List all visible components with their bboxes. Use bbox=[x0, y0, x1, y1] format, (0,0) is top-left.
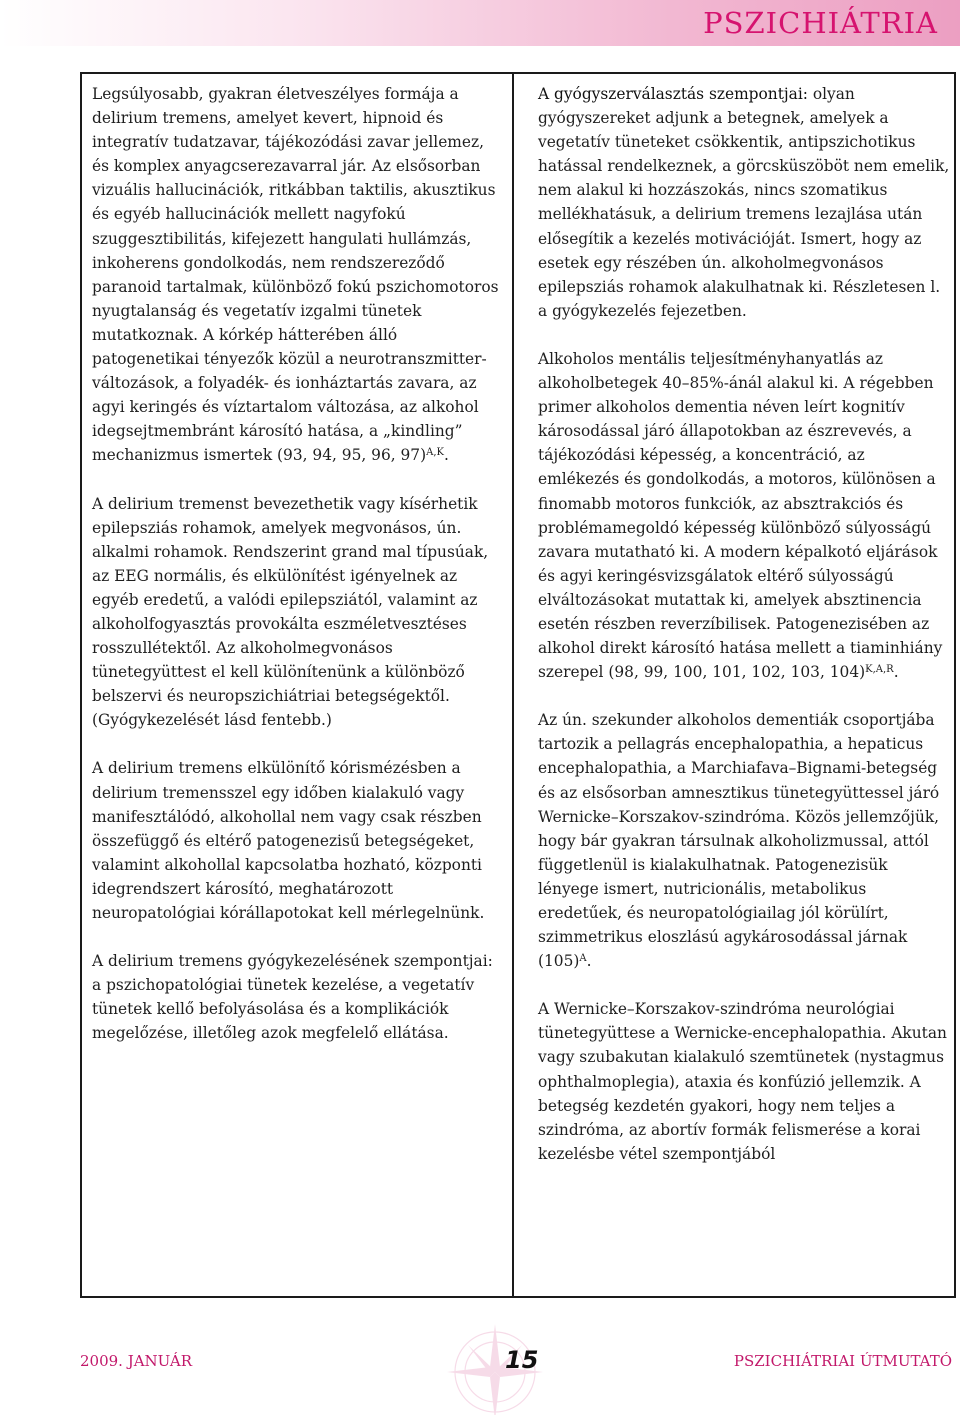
right-paragraph-4: A Wernicke–Korszakov-szindróma neurológiai tünetegyüttese a Wernicke-encephalopathia. Akutan vagy szubakutan kialakuló szemtünetek (nystagmus ophthalmoplegia), ataxia és konfúzió jellemzik. A betegség kezdetén gyakori, hogy nem teljes a szindróma, az abortív formák felismerése a korai kezelésbe vétel szempontjából bbox=[538, 1000, 947, 1163]
paragraph-end: . bbox=[586, 952, 592, 971]
section-title: PSZICHIÁTRIA bbox=[703, 6, 938, 40]
paragraph-end: . bbox=[893, 663, 899, 682]
reference-superscript: K,A,R bbox=[865, 664, 894, 676]
left-paragraph-4: A delirium tremens gyógykezelésének szempontjai: a pszichopatológiai tünetek kezelése, a vegetatív tünetek kellő befolyásolása és a komplikációk megelőzése, illetőleg azok megfelelő ellátása. bbox=[92, 952, 493, 1043]
left-paragraph-3: A delirium tremens elkülönítő kórismézésben a delirium tremensszel egy időben kialakuló vagy manifesztálódó, alkohollal nem vagy csak részben összefüggő és eltérő patogenezisű betegségeket, valamint alkohollal kapcsolatba hozható, központi idegrendszert károsító, meghatározott neuropatológiai kórállapotokat kell mérlegelnünk. bbox=[92, 759, 485, 922]
paragraph-text: olyan gyógyszereket adjunk a betegnek, amelyek a vegetatív tüneteket csökkentik, antipszichotikus hatással rendelkeznek, a görcsküszöböt nem emelik, nem alakul ki hozzászokás, nincs szomatikus mellékhatásuk, a delirium tremens lezajlása után elősegítik a kezelés motivációját. Ismert, hogy az esetek egy részében ún. alkoholmegvonásos epilepsziás rohamok alakulhatnak ki. Részletesen l. a gyógykezelés fejezetben. bbox=[538, 85, 950, 320]
paragraph-text: Legsúlyosabb, gyakran életveszélyes formája a delirium tremens, amelyet kevert, hipnoid és integratív tudatzavar, tájékozódási zavar jellemez, és komplex anyagcserezavarral jár. Az elsősorban vizuális hallucinációk, ritkábban taktilis, akusztikus és egyéb hallucinációk mellett nagyfokú szuggesztibilitás, kifejezett hangulati hullámzás, inkoherens gondolkodás, nem rendszereződő paranoid tartalmak, különböző fokú pszichomotoros nyugtalanság és vegetatív izgalmi tünetek mutatkoznak. A kórkép hátterében álló patogenetikai tényezők közül a neurotranszmitter-változások, a folyadék- és ionháztartás zavara, az agyi keringés és víztartalom változása, az alkohol idegsejtmembránt károsító hatása, a „kindling” mechanizmus ismertek (93, 94, 95, 96, 97) bbox=[92, 85, 499, 465]
paragraph-text: Az ún. szekunder alkoholos dementiák csoportjába tartozik a pellagrás encephalopathia, a hepaticus encephalopathia, a Marchiafava–Bignami-betegség és az elsősorban amnesztikus tünetegyüttessel járó Wernicke–Korszakov-szindróma. Közös jellemzőjük, hogy bár gyakran társulnak alkoholizmussal, attól függetlenül is kialakulhatnak. Patogenezisük lényege ismert, nutricionális, metabolikus eredetűek, és neuropatológiailag jól körülírt, szimmetrikus eloszlású agykárosodással járnak (105) bbox=[538, 711, 940, 971]
footer-date: 2009. JANUÁR bbox=[80, 1352, 192, 1370]
right-paragraph-1 bbox=[538, 82, 950, 323]
left-column bbox=[92, 82, 504, 1045]
page-number: 15 bbox=[505, 1346, 539, 1374]
reference-superscript: A,K bbox=[426, 447, 444, 459]
footer-journal: PSZICHIÁTRIAI ÚTMUTATÓ bbox=[733, 1352, 952, 1370]
compass-rose-icon bbox=[430, 1310, 560, 1415]
reference-superscript: A bbox=[579, 953, 587, 965]
paragraph-end: . bbox=[443, 446, 449, 465]
right-paragraph-2 bbox=[538, 347, 950, 684]
paragraph-text: Alkoholos mentális teljesítményhanyatlás az alkoholbetegek 40–85%-ánál alakul ki. A régebben primer alkoholos dementia néven leírt kognitív károsodással járó állapotokban az észrevevés, a tájékozódási képesség, a koncentráció, az emlékezés és gondolkodás, a motoros, különösen a finomabb motoros funkciók, az absztrakciós és problémamegoldó képesség különböző súlyosságú zavara mutatható ki. A modern képalkotó eljárások és agyi keringésvizsgálatok eltérő súlyosságú elváltozásokat mutattak ki, amelyek absztinencia esetén részben reverzíbilisek. Patogenezisében az alkohol direkt károsító hatása mellett a tiaminhiány szerepel (98, 99, 100, 101, 102, 103, 104) bbox=[538, 349, 943, 682]
paragraph-lead: A gyógyszerválasztás szempontjai: bbox=[538, 85, 808, 103]
column-divider bbox=[512, 72, 514, 1298]
right-paragraph-3 bbox=[538, 708, 950, 973]
left-paragraph-1 bbox=[92, 82, 504, 468]
left-paragraph-2: A delirium tremenst bevezethetik vagy kísérhetik epilepsziás rohamok, amelyek megvonásos, ún. alkalmi rohamok. Rendszerint grand mal típusúak, az EEG normális, és elkülönítést igényelnek az egyéb eredetű, a valódi epilepsziától, valamint az alkoholfogyasztás provokálta eszméletvesztéses rosszullétektől. Az alkoholmegvonásos tünetegyüttest el kell különítenünk a különböző belszervi és neuropszichiátriai betegségektől. (Gyógykezelését lásd fentebb.) bbox=[92, 494, 489, 730]
right-column bbox=[538, 82, 950, 1166]
